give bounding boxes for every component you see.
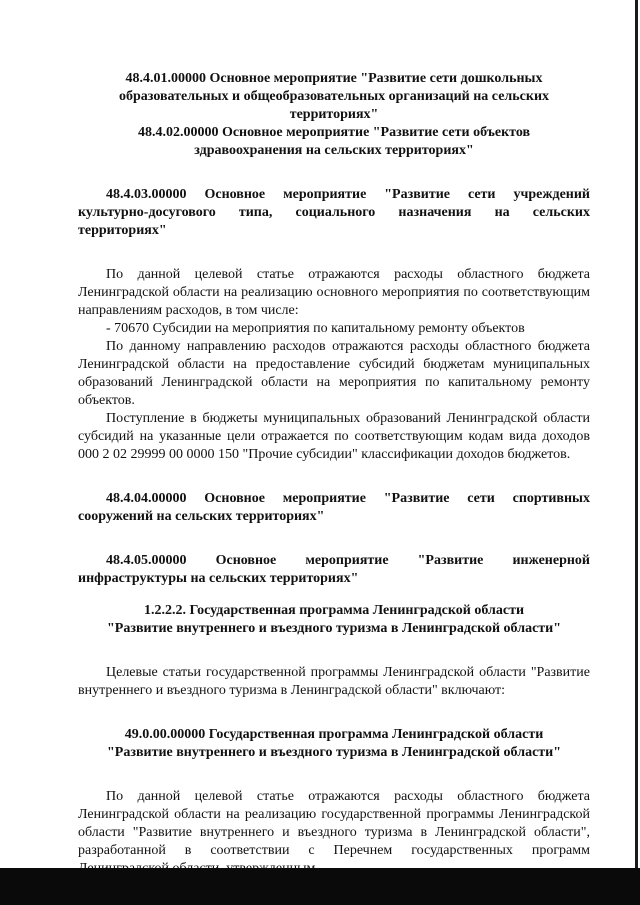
document-content	[78, 70, 590, 878]
paragraph-subsidy-description: По данному направлению расходов отражаются расходы областного бюджета Ленинградской области на предоставление субсидий бюджетам муниципальных образований Ленинградской области на мероприятия по капитальному ремонту объектов.	[78, 339, 590, 408]
heading-1-2-2-2-line-1: 1.2.2.2. Государственная программа Ленинградской области	[143, 603, 525, 618]
heading-48-4-05-line-2: инфраструктуры на сельских территориях"	[78, 571, 359, 586]
heading-48-4-02-line-1: 48.4.02.00000 Основное мероприятие "Развитие сети объектов	[137, 125, 531, 140]
paragraph-subsidy-70670: - 70670 Субсидии на мероприятия по капитальному ремонту объектов	[106, 321, 525, 336]
heading-48-4-01-line-2: образовательных и общеобразовательных организаций на сельских	[118, 89, 550, 104]
paragraph-program-expenses: По данной целевой статье отражаются расходы областного бюджета Ленинградской области на реализацию государственной программы Ленинградской области "Развитие внутреннего и въездного туризма в Ленинградской области", разработанной в соответствии с Перечнем государственных программ	[78, 789, 590, 858]
heading-49-0-00-line-1: 49.0.00.00000 Государственная программа Ленинградской области	[124, 727, 544, 742]
paragraph-program-articles: Целевые статьи государственной программы Ленинградской области "Развитие внутреннего и въездного туризма в Ленинградской области" включают:	[78, 665, 590, 698]
paragraph-revenue-codes: Поступление в бюджеты муниципальных образований Ленинградской области субсидий на указанные цели отражается по соответствующим кодам вида доходов 000 2 02 29999 00 0000 150 "Прочие субсидии" классификации доходов бюджетов.	[78, 411, 590, 462]
heading-48-4-01-line-1: 48.4.01.00000 Основное мероприятие "Развитие сети дошкольных	[125, 71, 543, 86]
heading-48-4-04-line-1: 48.4.04.00000 Основное мероприятие "Развитие сети спортивных	[106, 491, 590, 506]
heading-48-4-03-line-1: 48.4.03.00000 Основное мероприятие "Развитие сети учреждений	[106, 187, 590, 202]
heading-1-2-2-2-line-2: "Развитие внутреннего и въездного туризма в Ленинградской области"	[107, 621, 561, 636]
scan-bottom-border	[0, 868, 640, 905]
heading-48-4-04-line-2: сооружений на сельских территориях"	[78, 509, 325, 524]
heading-48-4-03-line-3: территориях"	[78, 223, 167, 238]
heading-49-0-00-line-2: "Развитие внутреннего и въездного туризма в Ленинградской области"	[107, 745, 561, 760]
scan-edge-line	[635, 0, 638, 868]
heading-48-4-01-line-3: территориях"	[289, 107, 379, 122]
heading-48-4-03-line-2: культурно-досугового типа, социального назначения на сельских	[78, 205, 590, 220]
heading-48-4-05-line-1: 48.4.05.00000 Основное мероприятие "Развитие инженерной	[106, 553, 590, 568]
paragraph-expenses-intro: По данной целевой статье отражаются расходы областного бюджета Ленинградской области на реализацию основного мероприятия по соответствующим направлениям расходов, в том числе:	[78, 267, 590, 318]
heading-48-4-02-line-2: здравоохранения на сельских территориях"	[194, 143, 474, 158]
